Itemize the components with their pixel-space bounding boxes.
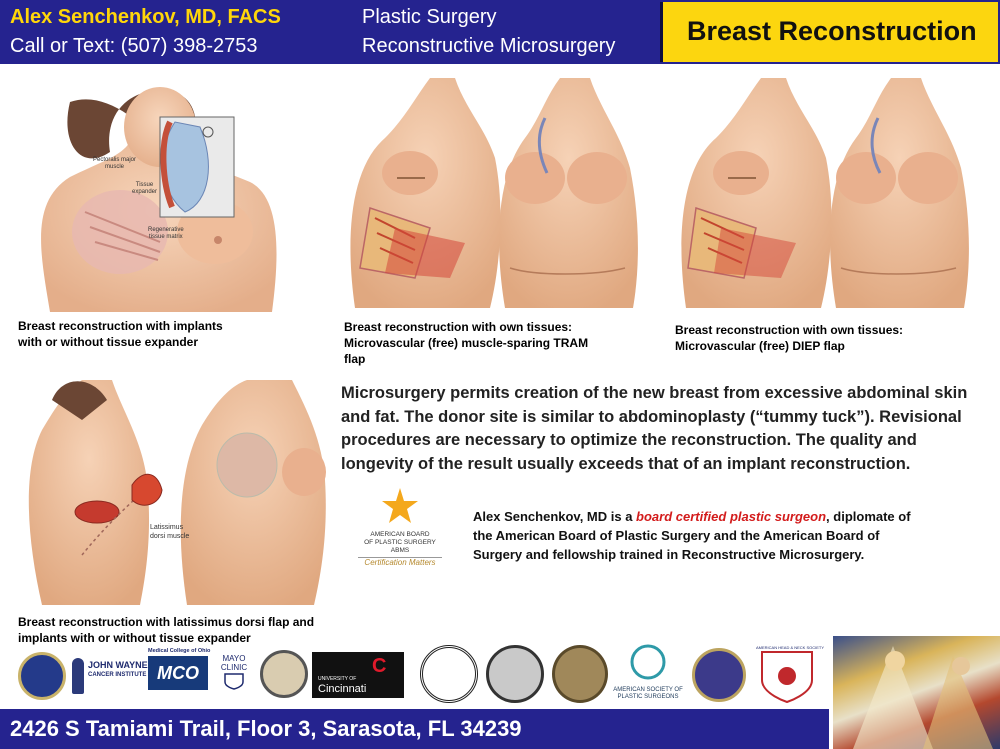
seal-logo-5 xyxy=(552,645,608,703)
page-title: Breast Reconstruction xyxy=(687,16,977,46)
cincinnati-logo: C UNIVERSITY OF Cincinnati xyxy=(312,652,404,698)
bio-paragraph: Alex Senchenkov, MD is a board certified plastic surgeon, diplomate of the American Board of Plastic Surgery and the American Board of Surgery and fellowship trained in Reconstructive Microsurgery. xyxy=(473,509,911,562)
bio-highlight: board certified plastic surgeon xyxy=(636,509,827,524)
footer-address[interactable]: 2426 S Tamiami Trail, Floor 3, Sarasota, FL 34239 xyxy=(10,716,522,741)
tram-illustration xyxy=(335,78,660,308)
caption-latissimus: Breast reconstruction with latissimus dorsi flap and implants with or without tissue expander xyxy=(18,615,315,645)
doctor-name: Alex Senchenkov, MD, FACS xyxy=(10,6,281,28)
seal-logo-1 xyxy=(18,652,66,700)
phone-number[interactable]: Call or Text: (507) 398-2753 xyxy=(10,35,258,57)
label-matrix: Regenerative tissue matrix xyxy=(148,227,184,240)
caption-implants: Breast reconstruction with implants with or without tissue expander xyxy=(18,319,223,349)
mosaic-image xyxy=(833,636,1000,749)
diep-illustration xyxy=(666,78,996,308)
mosaic-figures xyxy=(833,636,1000,749)
page-title-box xyxy=(660,2,998,62)
description-paragraph: Microsurgery permits creation of the new breast from excessive abdominal skin and fat. The donor site is similar to abdominoplasty (“tummy tuck”). Revisional procedures are necessary to optimize the reconstruction. The quality and longevity of the result usually exceeds that of an implant reconstruction. xyxy=(341,384,968,473)
specialty-microsurgery: Reconstructive Microsurgery xyxy=(362,35,616,57)
shield-icon xyxy=(223,672,245,690)
seal-logo-2 xyxy=(260,650,308,698)
seal-logo-4 xyxy=(486,645,544,703)
asps-circle-icon xyxy=(628,642,668,682)
head-neck-society-logo: AMERICAN HEAD & NECK SOCIETY xyxy=(756,644,818,704)
caption-tram: Breast reconstruction with own tissues: Microvascular (free) muscle-sparing TRAM flap xyxy=(344,320,589,366)
footer-bar xyxy=(0,709,829,749)
head-neck-icon xyxy=(756,644,818,704)
label-pectoralis: Pectoralis major muscle xyxy=(93,157,137,170)
abps-logo: AMERICAN BOARD OF PLASTIC SURGERY ABMS Certification Matters xyxy=(352,486,448,578)
star-icon xyxy=(380,486,420,526)
implant-illustration xyxy=(10,82,332,312)
caption-diep: Breast reconstruction with own tissues: Microvascular (free) DIEP flap xyxy=(675,323,904,353)
label-latissimus: Latissimus dorsi muscle xyxy=(150,524,190,540)
label-expander: Tissue expander xyxy=(132,182,158,195)
specialty-plastic: Plastic Surgery xyxy=(362,6,497,28)
mayo-clinic-logo: MAYO CLINIC xyxy=(214,654,254,698)
john-wayne-logo: JOHN WAYNE CANCER INSTITUTE xyxy=(72,654,142,698)
seal-logo-3 xyxy=(420,645,478,703)
mco-logo: Medical College of Ohio MCO xyxy=(148,648,208,698)
asps-logo: AMERICAN SOCIETY OF PLASTIC SURGEONS xyxy=(608,642,688,704)
seal-logo-6 xyxy=(692,648,746,702)
latissimus-illustration xyxy=(22,380,332,605)
